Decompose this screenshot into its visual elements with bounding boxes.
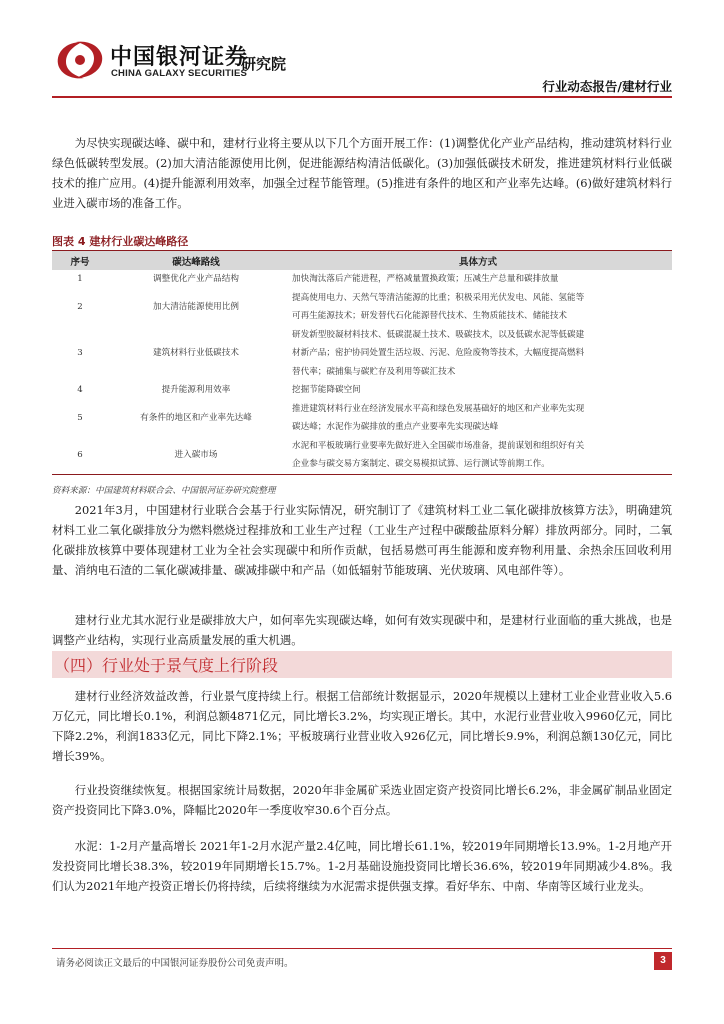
footer-divider [52, 948, 672, 949]
table-header [52, 251, 672, 270]
method-line: 研发新型胶凝材料技术、低碳混凝土技术、吸碳技术，以及低碳水泥等低碳建 [292, 329, 585, 340]
row-route: 调整优化产业产品结构 [153, 274, 239, 284]
table-row [52, 400, 672, 437]
section-heading [52, 651, 672, 678]
row-route: 进入碳市场 [174, 449, 218, 460]
paragraph-2021: 2021年3月，中国建材行业联合会基于行业实际情况，研究制订了《建筑材料工业二氧化碳排放核算方法》，明确建筑材料工业二氧化碳排放分为燃料燃烧过程排放和工业生产过程（工业生产过程中碳酸盐原料分解）排放两部分。同时，二氧化碳排放核算中要体现建材工业为全社会实现碳中和所作贡献，包括易燃可再生能源和废弃物利用量、余热余压回收利用量、消纳电石渣的二氧化碳减排量、碳减排碳中和产品（如低辐射节能玻璃、光伏玻璃、风电部件等）。 [52, 503, 672, 577]
row-route: 建筑材料行业低碳技术 [153, 348, 239, 358]
table-row [52, 289, 672, 326]
figure-title: 图表 4 建材行业碳达峰路径 [52, 235, 189, 248]
header-route: 碳达峰路线 [172, 256, 220, 268]
table-row [52, 326, 672, 382]
paragraph-cement-q1: 水泥：1-2月产量高增长 2021年1-2月水泥产量2.4亿吨，同比增长61.1%，较2019年同期增长13.9%。1-2月地产开发投资同比增长38.3%，较2019年同期增长15.7%。1-2月基础设施投资同比增长36.6%，较2019年同期减少4.8%。我们认为2021年地产投资正增长仍将持续，后续将继续为水泥需求提供强支撑。看好华东、中南、华南等区域行业龙头。 [52, 839, 672, 893]
header-methods: 具体方式 [458, 256, 497, 268]
method-line: 加快淘汰落后产能进程，严格减量置换政策；压减生产总量和碳排放量 [292, 274, 559, 284]
row-methods [284, 326, 672, 382]
row-number: 2 [77, 301, 83, 312]
method-line: 推进建筑材料行业在经济发展水平高和绿色发展基础好的地区和产业率先实现 [292, 403, 585, 414]
paragraph-investment: 行业投资继续恢复。根据国家统计局数据，2020年非金属矿采选业固定资产投资同比增长6.2%，非金属矿制品业固定资产投资同比下降3.0%，降幅比2020年一季度收窄30.6个百分点。 [52, 783, 672, 817]
carbon-peak-table [52, 250, 672, 475]
method-line: 材新产品；密护协同处置生活垃圾、污泥、危险废物等技术，大幅度提高燃料 [292, 348, 585, 358]
method-line: 挖掘节能降碳空间 [292, 385, 361, 395]
row-number: 5 [77, 412, 83, 423]
method-line: 碳达峰；水泥作为碳排放的重点产业要率先实现碳达峰 [292, 422, 499, 432]
brand-institute: 研究院 [241, 55, 287, 73]
row-number: 3 [77, 348, 83, 358]
header-no: 序号 [70, 256, 90, 268]
row-route: 加大清洁能源使用比例 [153, 301, 239, 312]
row-methods [284, 270, 672, 289]
brand-name-en: CHINA GALAXY SECURITIES [111, 68, 248, 79]
header-divider [52, 96, 672, 98]
paragraph-cement: 建材行业尤其水泥行业是碳排放大户，如何率先实现碳达峰，如何有效实现碳中和，是建材行业面临的重大挑战，也是调整产业结构，实现行业高质量发展的重大机遇。 [52, 613, 672, 647]
method-line: 可再生能源技术；研发替代石化能源替代技术、生物质能技术、储能技术 [292, 311, 568, 321]
page-header [0, 0, 724, 100]
footer-disclaimer: 请务必阅读正文最后的中国银河证券股份公司免责声明。 [56, 958, 294, 969]
intro-paragraph: 为尽快实现碳达峰、碳中和，建材行业将主要从以下几个方面开展工作：(1)调整优化产业产品结构，推动建筑材料行业绿色低碳转型发展。(2)加大清洁能源使用比例，促进能源结构清洁低碳化。(3)加强低碳技术研发，推进建筑材料行业低碳技术的推广应用。(4)提升能源利用效率，加强全过程节能管理。(5)推进有条件的地区和产业率先达峰。(6)做好建筑材料行业进入碳市场的准备工作。 [52, 136, 672, 210]
paragraph-profit: 建材行业经济效益改善，行业景气度持续上行。根据工信部统计数据显示，2020年规模以上建材工业企业营业收入5.6万亿元，同比增长0.1%，利润总额4871亿元，同比增长3.2%，均实现正增长。其中，水泥行业营业收入9960亿元，同比下降2.2%，利润1833亿元，同比下降2.1%；平板玻璃行业营业收入926亿元，同比增长9.9%，利润总额130亿元，同比增长39%。 [52, 689, 672, 763]
table-body [52, 270, 672, 474]
table-row [52, 381, 672, 400]
method-line: 水泥和平板玻璃行业要率先做好进入全国碳市场准备，提前谋划和组织好有关 [292, 440, 585, 451]
table-row [52, 437, 672, 474]
report-type: 行业动态报告/建材行业 [542, 79, 672, 94]
brand-name: 中国银河证券 [110, 45, 249, 70]
method-line: 替代率；碳捕集与碳贮存及利用等碳汇技术 [292, 366, 456, 377]
method-line: 提高使用电力、天然气等清洁能源的比重；积极采用光伏发电、风能、氢能等 [292, 292, 585, 303]
row-route: 有条件的地区和产业率先达峰 [140, 412, 252, 423]
row-methods [284, 437, 672, 474]
row-number: 1 [77, 274, 83, 284]
figure-source: 资料来源：中国建筑材料联合会、中国银河证券研究院整理 [52, 486, 276, 496]
row-route: 提升能源利用效率 [161, 385, 231, 395]
row-methods [284, 289, 672, 326]
row-methods [284, 381, 672, 400]
section-title: （四）行业处于景气度上行阶段 [54, 656, 279, 675]
row-methods [284, 400, 672, 437]
page-number: 3 [654, 952, 672, 970]
table-row [52, 270, 672, 289]
method-line: 企业参与碳交易方案制定、碳交易模拟试算、运行测试等前期工作。 [292, 459, 550, 469]
galaxy-logo-icon [52, 38, 108, 82]
row-number: 4 [77, 385, 83, 395]
row-number: 6 [77, 449, 83, 460]
